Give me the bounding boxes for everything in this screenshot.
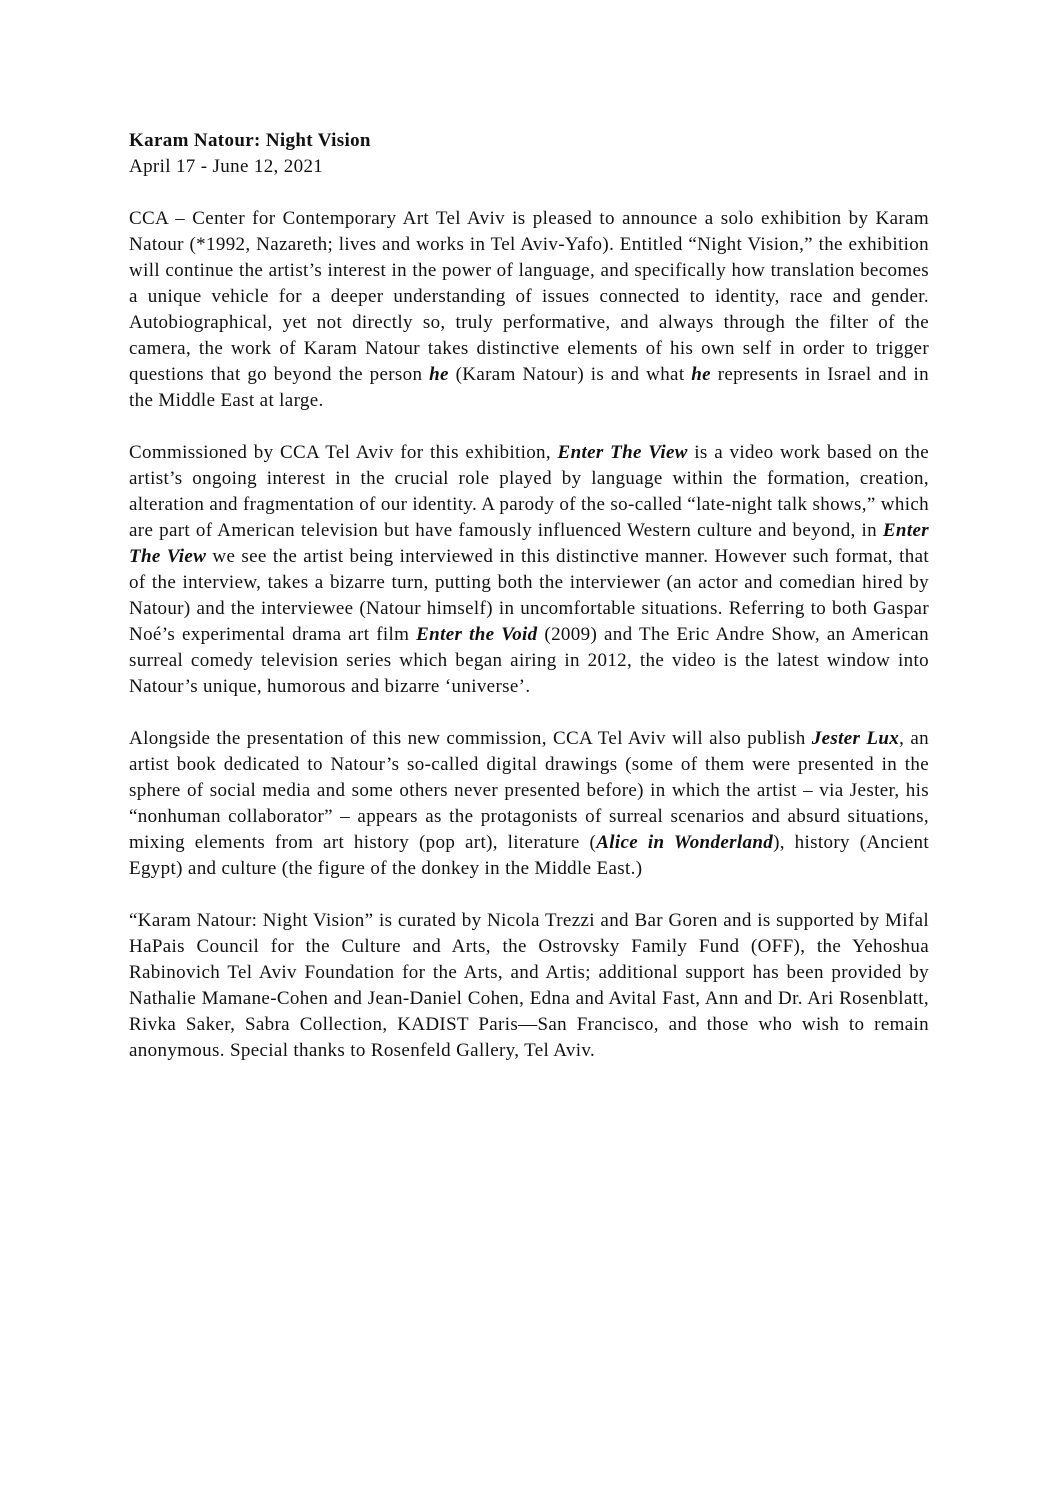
book-title-jester-lux: Jester Lux bbox=[811, 728, 900, 749]
work-title-enter-the-view: Enter The View bbox=[557, 442, 688, 463]
exhibition-dates: April 17 - June 12, 2021 bbox=[129, 156, 324, 177]
text-segment: , an artist book dedicated to Natour’s so-called digital drawings (some of them were presented in the sphere of social media and some others never presented before) in which the artist – via Jester, his “nonhuman collaborator” – appears as the protagonists of surreal scenarios and absurd situations, mixing elements from art history (pop art), literature ( bbox=[129, 728, 930, 853]
emphasis-he: he bbox=[691, 364, 711, 385]
film-title-enter-the-void: Enter the Void bbox=[416, 624, 538, 645]
text-segment: we see the artist being interviewed in this distinctive manner. However such format, that of the interview, takes a bizarre turn, putting both the interviewer (an actor and comedian hired by Natour) and the interviewee (Natour himself) in uncomfortable situations. Referring to both Gaspar Noé’s experimental drama art film bbox=[129, 546, 929, 645]
text-segment: ), history (Ancient Egypt) and culture (the figure of the donkey in the Middle East.) bbox=[129, 832, 929, 879]
text-segment: Alongside the presentation of this new commission, CCA Tel Aviv will also publish bbox=[129, 728, 812, 749]
text-segment: (2009) and The Eric Andre Show, an American surreal comedy television series which began airing in 2012, the video is the latest window into Natour’s unique, humorous and bizarre ‘universe’. bbox=[129, 624, 930, 697]
paragraph-credits bbox=[129, 908, 929, 1064]
text-segment: CCA – Center for Contemporary Art Tel Aviv is pleased to announce a solo exhibition by Karam Natour (*1992, Nazareth; lives and works in Tel Aviv-Yafo). Entitled “Night Vision,” the exhibition will continue the artist’s interest in the power of language, and specifically how translation becomes a unique vehicle for a deeper understanding of issues connected to identity, race and gender. Autobiographical, yet not directly so, truly performative, and always through the filter of the camera, the work of Karam Natour takes distinctive elements of his own self in order to trigger questions that go beyond the person bbox=[129, 208, 929, 385]
text-segment: Commissioned by CCA Tel Aviv for this exhibition, bbox=[129, 442, 558, 463]
work-title-enter-the-view: Enter The View bbox=[129, 520, 929, 567]
book-title-alice: Alice in Wonderland bbox=[596, 832, 774, 853]
text-segment: is a video work based on the artist’s ongoing interest in the crucial role played by language within the formation, creation, alteration and fragmentation of our identity. A parody of the so-called “late-night talk shows,” which are part of American television but have famously influenced Western culture and beyond, in bbox=[129, 442, 929, 541]
text-segment: “Karam Natour: Night Vision” is curated by Nicola Trezzi and Bar Goren and is supported by Mifal HaPais Council for the Culture and Arts, the Ostrovsky Family Fund (OFF), the Yehoshua Rabinovich Tel Aviv Foundation for the Arts, and Artis; additional support has been provided by Nathalie Mamane-Cohen and Jean-Daniel Cohen, Edna and Avital Fast, Ann and Dr. Ari Rosenblatt, Rivka Saker, Sabra Collection, KADIST Paris—San Francisco, and those who wish to remain anonymous. Special thanks to Rosenfeld Gallery, Tel Aviv. bbox=[129, 910, 929, 1061]
paragraph-commission bbox=[129, 440, 929, 700]
emphasis-he: he bbox=[429, 364, 449, 385]
text-segment: represents in Israel and in the Middle East at large. bbox=[129, 364, 929, 411]
document-title: Karam Natour: Night Vision bbox=[129, 130, 371, 151]
paragraph-book bbox=[129, 726, 929, 882]
document-page bbox=[129, 128, 929, 1064]
paragraph-intro bbox=[129, 206, 929, 414]
text-segment: (Karam Natour) is and what bbox=[448, 364, 692, 385]
